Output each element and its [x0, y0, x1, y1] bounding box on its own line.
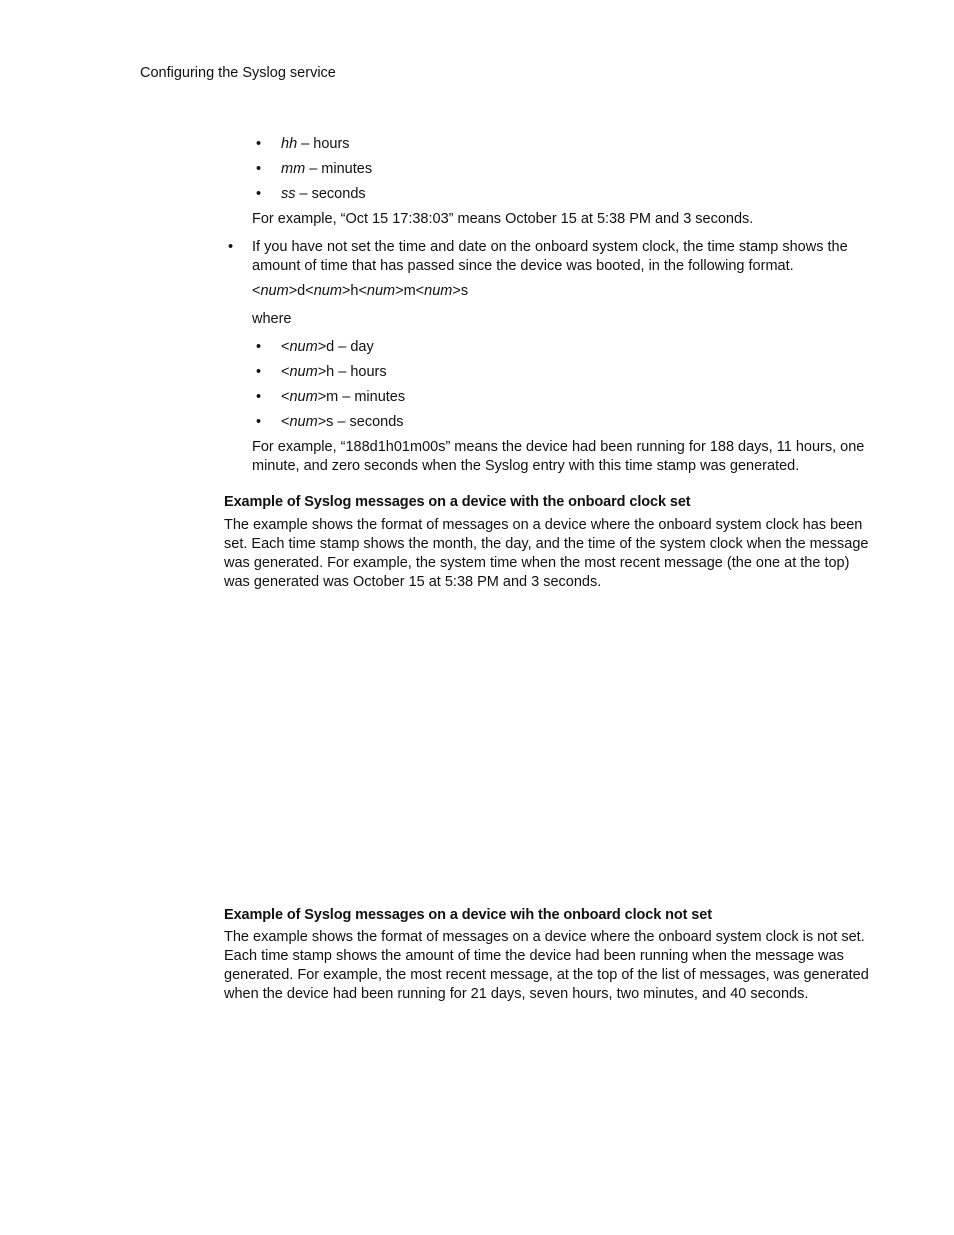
term: hh — [281, 136, 298, 152]
term-desc: – minutes — [305, 161, 373, 177]
bullet-icon: • — [256, 161, 262, 177]
term: mm — [281, 161, 306, 177]
bullet-icon: • — [256, 186, 262, 202]
term: ss — [281, 186, 296, 202]
uptime-example: For example, “188d1h01m00s” means the device had been running for 188 days, 11 hours, one minute, and zero seconds when the Syslog entry with this time stamp was generated. — [252, 439, 865, 474]
bullet-icon: • — [256, 414, 262, 430]
running-header: Configuring the Syslog service — [140, 65, 336, 81]
where-label: where — [252, 311, 292, 327]
bullet-icon: • — [228, 239, 234, 255]
bullet-icon: • — [256, 136, 262, 152]
uptime-format: <num>d<num>h<num>m<num>s — [252, 283, 469, 299]
term-desc: – seconds — [295, 186, 366, 202]
section-body-clock-not-set: The example shows the format of messages on a device where the onboard system clock is not set. Each time stamp shows the amount of time the device had been running when the message was generated. For example, the most recent message, at the top of the list of messages, was generated when the device had been running for 21 days, seven hours, two minutes, and 40 seconds. — [224, 929, 869, 1002]
unset-clock-text: If you have not set the time and date on the onboard system clock, the time stamp shows the amount of time that has passed since the device was booted, in the following format. — [252, 239, 848, 274]
clock-example: For example, “Oct 15 17:38:03” means October 15 at 5:38 PM and 3 seconds. — [252, 211, 754, 227]
bullet-icon: • — [256, 364, 262, 380]
section-body-clock-set: The example shows the format of messages on a device where the onboard system clock has been set. Each time stamp shows the month, the day, and the time of the system clock when the message was generated. For example, the system time when the most recent message (the one at the top) was generated was October 15 at 5:38 PM and 3 seconds. — [224, 517, 869, 590]
bullet-icon: • — [256, 339, 262, 355]
section-heading-clock-set: Example of Syslog messages on a device with the onboard clock set — [224, 494, 691, 510]
term-desc: – hours — [297, 136, 350, 152]
bullet-icon: • — [256, 389, 262, 405]
section-heading-clock-not-set: Example of Syslog messages on a device wih the onboard clock not set — [224, 907, 712, 923]
